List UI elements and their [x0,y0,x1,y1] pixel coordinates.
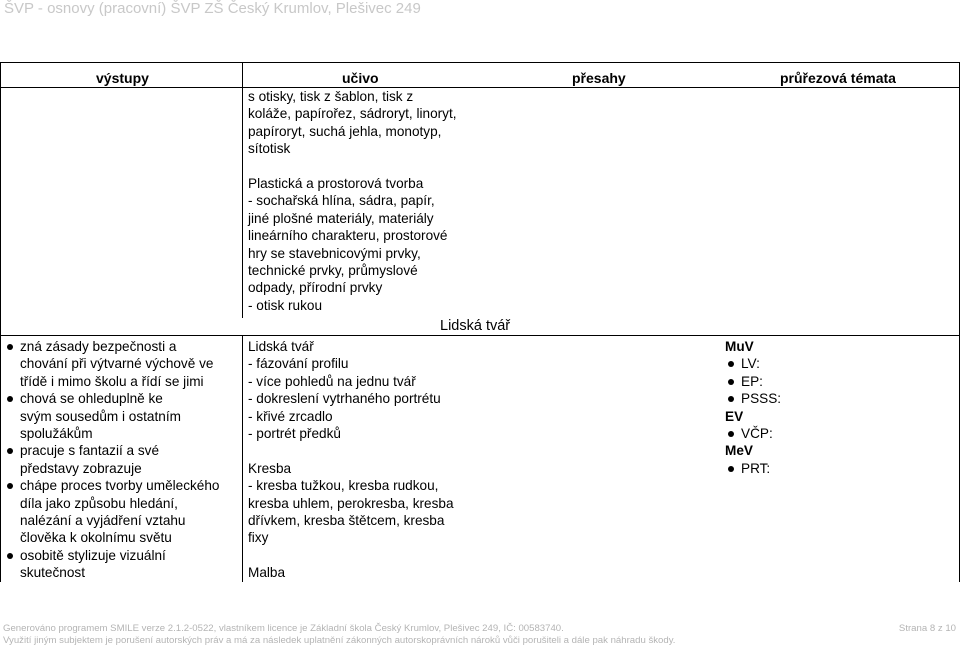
theme-heading-mev: MeV [725,443,753,459]
text-line: kresba uhlem, perokresba, kresba [248,495,454,511]
theme-heading-muv: MuV [725,339,754,354]
text-line: technické prvky, průmyslové [248,263,418,279]
theme-item: VČP: [725,425,781,442]
theme-item: PRT: [725,460,781,477]
text-line: - sochařská hlína, sádra, papír, [248,193,435,209]
section-rule [0,335,960,336]
text-line: dřívkem, kresba štětcem, kresba [248,513,445,529]
text-line: - křivé zrcadlo [248,408,333,424]
text-line: koláže, papírořez, sádroryt, linoryt, [248,106,457,122]
text-line: Lidská tvář [248,339,314,354]
text-line: jiné plošné materiály, materiály [248,210,434,226]
text-line: zná zásady bezpečnosti a [20,339,177,354]
list-item [2,338,220,390]
list-item [2,442,220,477]
header-rule [0,62,960,63]
text-line: chování při výtvarné výchově ve [20,356,214,372]
text-line: papíroryt, suchá jehla, monotyp, [248,123,442,139]
column-divider [242,62,243,318]
text-line: skutečnost [20,565,85,581]
text-line: člověka k okolnímu světu [20,530,172,546]
text-line: chová se ohleduplně ke [20,391,163,407]
spacer [248,547,454,564]
list-item [2,477,220,547]
text-line: hry se stavebnicovými prvky, [248,245,421,261]
prurezova-block [725,338,781,477]
text-line: díla jako způsobu hledání, [20,495,178,511]
footer-generated-note: Generováno programem SMILE verze 2.1.2-0522, vlastníkem licence je Základní škola Český Krumlov, Plešivec 249, IČ: 00583740. [3,623,564,634]
ucivo-bottom-block [248,338,454,582]
list-item [2,547,220,582]
column-divider [242,336,243,582]
text-line: lineárního charakteru, prostorové [248,228,448,244]
ucivo-top-block [248,88,457,314]
column-header-vystupy: výstupy [96,70,149,86]
section-title: Lidská tvář [440,318,511,334]
theme-heading-ev: EV [725,408,744,424]
text-line: osobitě stylizuje vizuální [20,547,166,563]
list-item [2,390,220,442]
text-line: chápe proces tvorby uměleckého [20,478,220,494]
spacer [248,158,457,175]
footer-copyright-note: Využití jiným subjektem je porušení autorských práv a má za následek uplatnění zákonných autorskoprávních nároků vůči porušiteli a dále pak náhradu škody. [3,635,676,646]
text-line: - portrét předků [248,426,341,442]
text-line: Plastická a prostorová tvorba [248,176,424,192]
vystupy-list [2,338,220,582]
text-line: odpady, přírodní prvky [248,280,383,296]
text-line: třídě i mimo školu a řídí se jimi [20,373,204,389]
text-line: - dokreslení vytrhaného portrétu [248,391,441,407]
column-header-prurezova: průřezová témata [780,70,896,86]
column-header-rule [0,87,960,88]
theme-item: EP: [725,373,781,390]
page-number: Strana 8 z 10 [898,623,956,634]
table-border-left [0,62,1,582]
spacer [248,442,454,459]
theme-item: PSSS: [725,390,781,407]
text-line: představy zobrazuje [20,460,142,476]
column-header-ucivo: učivo [342,70,379,86]
text-line: spolužákům [20,426,93,442]
text-line: - fázování profilu [248,356,349,372]
theme-item: LV: [725,355,781,372]
text-line: - více pohledů na jednu tvář [248,373,416,389]
text-line: svým sousedům i ostatním [20,408,181,424]
text-line: sítotisk [248,141,291,157]
text-line: Malba [248,565,286,581]
text-line: - kresba tužkou, kresba rudkou, [248,478,439,494]
text-line: s otisky, tisk z šablon, tisk z [248,89,414,104]
text-line: nalézání a vyjádření vztahu [20,513,186,529]
text-line: - otisk rukou [248,297,323,313]
text-line: Kresba [248,460,292,476]
document-title: ŠVP - osnovy (pracovní) ŠVP ZŠ Český Krumlov, Plešivec 249 [4,0,421,17]
column-header-presahy: přesahy [572,70,626,86]
text-line: pracuje s fantazií a své [20,443,160,459]
text-line: fixy [248,530,269,546]
